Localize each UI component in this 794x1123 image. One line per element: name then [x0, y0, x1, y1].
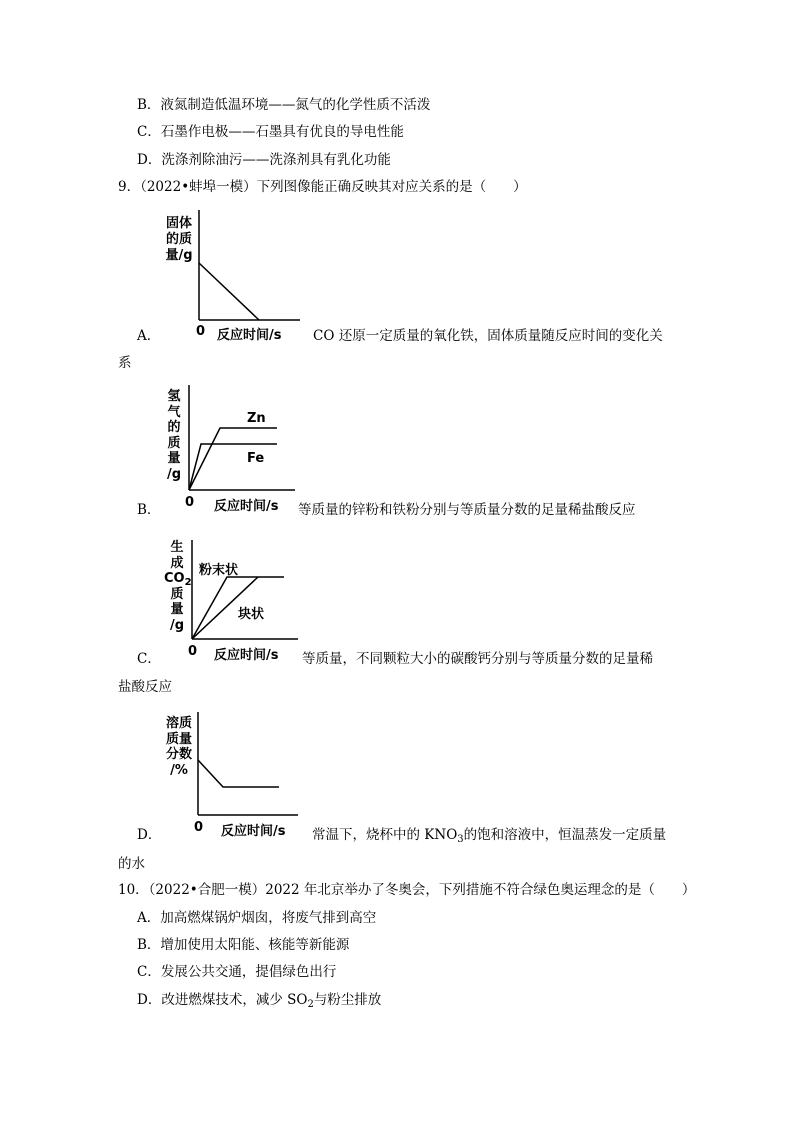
q10-option-c: C．发展公共交通，提倡绿色出行: [137, 964, 337, 980]
graph-a-line: [199, 263, 259, 320]
graph-a-xlabel: 反应时间/s: [217, 328, 282, 343]
graph-b-origin: 0: [185, 495, 195, 510]
graph-b-fe-label: Fe: [247, 451, 265, 466]
option-d-desc-1: 常温下，烧杯中的 $KNO_3$的饱和溶液中，恒温蒸发一定质量: [312, 827, 667, 845]
option-a-desc-1: CO 还原一定质量的氧化铁，固体质量随反应时间的变化关: [313, 328, 663, 344]
graph-d-ylabel: 溶质 质量 分数 /%: [165, 716, 192, 778]
option-d-desc-2: 的水: [118, 856, 145, 872]
option-a-desc-2: 系: [118, 355, 132, 371]
graph-c-xlabel: 反应时间/s: [214, 648, 279, 663]
graph-c-ylabel: 生 成 $CO_2$ 质 量 /g: [164, 540, 192, 633]
graph-a-origin: 0: [196, 324, 206, 339]
graph-d-xlabel: 反应时间/s: [221, 824, 286, 839]
q10-option-a: A．加高燃煤锅炉烟囱，将废气排到高空: [137, 910, 377, 926]
option-a-letter: A．: [137, 328, 161, 344]
graph-d: [160, 712, 300, 839]
option-c-desc-2: 盐酸反应: [118, 679, 172, 695]
graph-d-line: [198, 760, 279, 787]
option-c-letter: C．: [137, 651, 161, 667]
question-9-stem: 9．（2022•蚌埠一模）下列图像能正确反映其对应关系的是（ ）: [118, 179, 527, 195]
graph-c-powder-label: 粉末状: [199, 563, 239, 578]
graph-b-xlabel: 反应时间/s: [214, 499, 279, 514]
option-d-letter: D．: [137, 827, 162, 843]
graph-b: [160, 385, 300, 514]
graph-b-zn-label: Zn: [247, 411, 266, 426]
graph-c-block-label: 块状: [238, 607, 265, 622]
graph-b-ylabel: 氢 气 的 质 量 /g: [166, 389, 182, 482]
q10-option-b: B．增加使用太阳能、核能等新能源: [137, 937, 350, 953]
option-d: D．洗涤剂除油污——洗涤剂具有乳化功能: [137, 152, 391, 168]
question-10-stem: 10．（2022•合肥一模）2022 年北京举办了冬奥会，下列措施不符合绿色奥运理念的是（ ）: [118, 882, 696, 898]
q10-option-d: D．改进燃煤技术，减少 $SO_2$与粉尘排放: [137, 992, 382, 1010]
graph-a: [160, 210, 300, 343]
graph-c: [160, 540, 300, 663]
graph-d-origin: 0: [194, 820, 204, 835]
option-c-desc-1: 等质量，不同颗粒大小的碳酸钙分别与等质量分数的足量稀: [302, 651, 653, 667]
option-b-letter: B．: [137, 502, 161, 518]
option-c: C．石墨作电极——石墨具有优良的导电性能: [137, 124, 404, 140]
graph-a-ylabel: 固体 的质 量/g: [165, 216, 193, 263]
option-b: B．液氮制造低温环境——氮气的化学性质不活泼: [137, 97, 431, 113]
option-b-desc: 等质量的锌粉和铁粉分别与等质量分数的足量稀盐酸反应: [298, 502, 636, 518]
graph-c-origin: 0: [188, 644, 198, 659]
